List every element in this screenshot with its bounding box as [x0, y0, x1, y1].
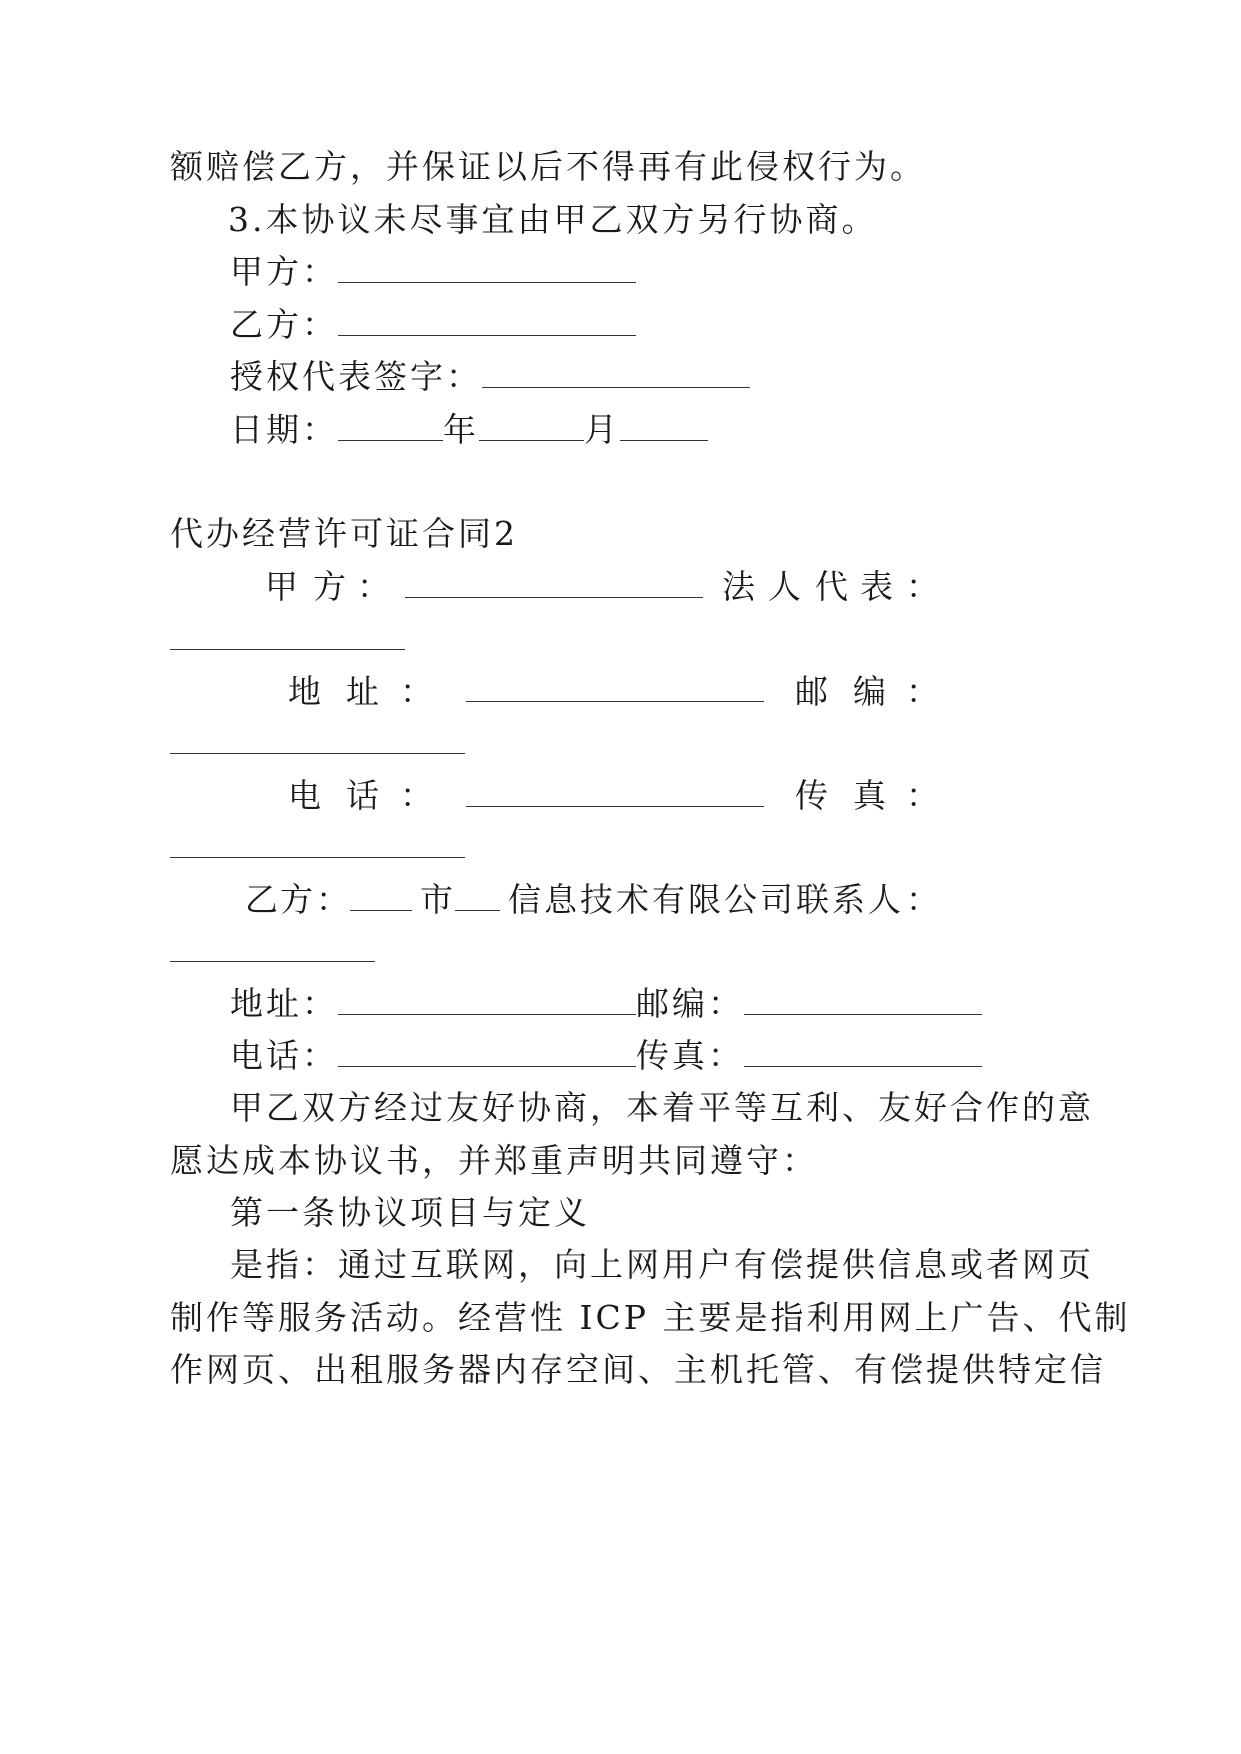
label-char: 息: [544, 880, 577, 919]
label-char: 术: [616, 880, 649, 919]
label-char: ：: [906, 672, 939, 711]
label: 传真：: [636, 1036, 744, 1075]
blank-line: [466, 805, 764, 807]
section-title: 代办经营许可证合同2: [170, 514, 518, 553]
blank-line: [338, 410, 443, 441]
label-char: 传: [795, 776, 828, 815]
blank-line: [479, 410, 584, 441]
label-char: 代: [815, 567, 848, 606]
label: 年: [443, 410, 479, 449]
label: 邮编：: [636, 984, 744, 1023]
label-char: 乙: [245, 880, 278, 919]
label-char: 市: [420, 880, 453, 919]
paragraph: 制作等服务活动。经营性 ICP 主要是指利用网上广告、代制: [170, 1298, 1131, 1337]
label-char: 编: [853, 672, 886, 711]
label: 甲方：: [230, 252, 338, 291]
label-char: 法: [722, 567, 755, 606]
label: 日期：: [230, 410, 338, 449]
blank-line: [744, 1036, 982, 1067]
label-char: 址: [346, 672, 379, 711]
signature-party-a: [230, 250, 636, 294]
label-char: 方: [280, 880, 313, 919]
blank-line: [338, 252, 636, 283]
label-char: ：: [906, 776, 939, 815]
label-char: 系: [832, 880, 865, 919]
blank-line: [170, 752, 465, 754]
paragraph: 是指：通过互联网，向上网用户有偿提供信息或者网页: [230, 1245, 1094, 1284]
label-char: 联: [796, 880, 829, 919]
signature-party-b: [230, 303, 636, 347]
paragraph: 甲乙双方经过友好协商，本着平等互利、友好合作的意: [230, 1088, 1094, 1127]
label-char: ：: [400, 776, 433, 815]
paragraph: 愿达成本协议书，并郑重声明共同遵守：: [170, 1141, 818, 1180]
paragraph: 3.本协议未尽事宜由甲乙双方另行协商。: [228, 200, 878, 239]
label: 授权代表签字：: [230, 357, 482, 396]
signature-representative: [230, 355, 750, 399]
label-char: 甲: [265, 567, 298, 606]
label-char: 限: [688, 880, 721, 919]
label-char: 话: [346, 776, 379, 815]
blank-line: [405, 596, 703, 598]
label-char: 信: [508, 880, 541, 919]
blank-line: [170, 856, 465, 858]
label-char: 表: [860, 567, 893, 606]
blank-line: [455, 909, 500, 911]
blank-line: [482, 357, 750, 388]
signature-date: [230, 408, 708, 452]
blank-line: [620, 410, 708, 441]
label: 月: [584, 410, 620, 449]
article-heading: 第一条协议项目与定义: [230, 1193, 590, 1232]
label-char: 有: [652, 880, 685, 919]
label-char: 地: [288, 672, 321, 711]
label-char: 司: [760, 880, 793, 919]
label-char: ：: [906, 567, 939, 606]
label-char: ：: [357, 567, 390, 606]
paragraph: 作网页、出租服务器内存空间、主机托管、有偿提供特定信: [170, 1350, 1106, 1389]
blank-line: [350, 909, 412, 911]
blank-line: [338, 305, 636, 336]
label-char: ：: [316, 880, 349, 919]
blank-line: [338, 984, 636, 1015]
party-b-address: [230, 982, 982, 1026]
party-b-phone: [230, 1034, 982, 1078]
label: 乙方：: [230, 305, 338, 344]
label-char: 方: [313, 567, 346, 606]
label-char: 邮: [795, 672, 828, 711]
paragraph: 额赔偿乙方，并保证以后不得再有此侵权行为。: [170, 147, 926, 186]
blank-line: [744, 984, 982, 1015]
blank-line: [170, 960, 375, 962]
label-char: 技: [580, 880, 613, 919]
blank-line: [170, 648, 405, 650]
label: 电话：: [230, 1036, 338, 1075]
label-char: ：: [906, 880, 939, 919]
blank-line: [338, 1036, 636, 1067]
label-char: ：: [400, 672, 433, 711]
label: 地址：: [230, 984, 338, 1023]
label-char: 电: [288, 776, 321, 815]
label-char: 公: [724, 880, 757, 919]
label-char: 人: [868, 880, 901, 919]
label-char: 人: [768, 567, 801, 606]
label-char: 真: [853, 776, 886, 815]
blank-line: [466, 700, 764, 702]
